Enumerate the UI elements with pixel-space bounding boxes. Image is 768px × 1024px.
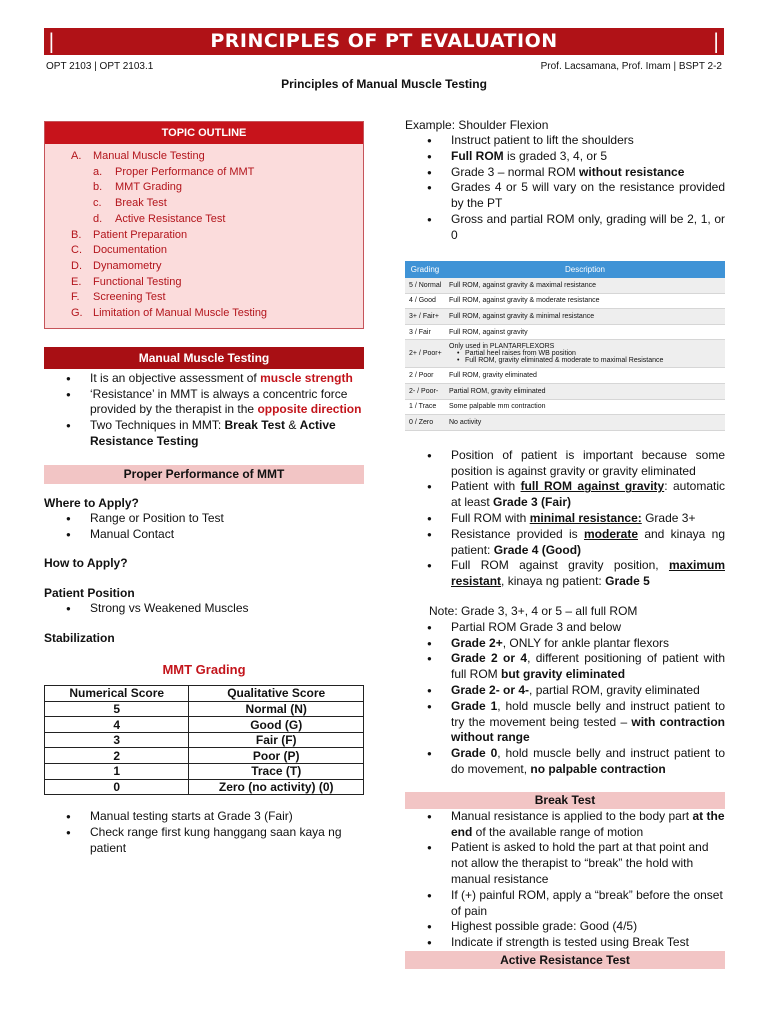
list-item: ● Grade 3 – normal ROM without resistance [405,165,725,181]
list-item: ● Position of patient is important because some position is against gravity or gravity eliminated [405,448,725,480]
list-item: ● It is an objective assessment of muscle strength [44,371,364,387]
section-heading-mmt: Manual Muscle Testing [44,347,364,369]
section-heading-break-test: Break Test [405,792,725,809]
mmt-bullets [44,371,364,450]
document-title-bar [44,28,724,55]
topic-outline-heading: TOPIC OUTLINE [45,122,363,144]
where-to-apply-list [44,511,364,543]
course-code: OPT 2103 | OPT 2103.1 [46,61,154,72]
document-title: PRINCIPLES OF PT EVALUATION [210,30,558,52]
list-item: ● Gross and partial ROM only, grading will be 2, 1, or 0 [405,212,725,244]
outline-item: D. Dynamometry [71,259,162,272]
section-heading-proper-performance: Proper Performance of MMT [44,465,364,484]
list-item: ● Manual testing starts at Grade 3 (Fair) [44,809,364,825]
list-item: ● Range or Position to Test [44,511,364,527]
table-row: 4 / Good Full ROM, against gravity & moderate resistance [405,293,725,309]
list-item: ● Grade 0, hold muscle belly and instruct patient to do movement, no palpable contraction [405,746,725,778]
list-item: ● If (+) painful ROM, apply a “break” before the onset of pain [405,888,725,920]
outline-item: E. Functional Testing [71,275,182,288]
right-column [405,117,725,969]
list-item: ● Full ROM against gravity position, maximum resistant, kinaya ng patient: Grade 5 [405,558,725,590]
table-row: 0 Zero (no activity) (0) [45,779,364,795]
mmt-grading-heading: MMT Grading [162,662,246,678]
list-item: ● Patient with full ROM against gravity: automatic at least Grade 3 (Fair) [405,479,725,511]
outline-item: d. Active Resistance Test [93,212,226,225]
table-header-row [45,686,364,702]
column-header: Numerical Score [45,686,189,702]
outline-item: c. Break Test [93,197,167,210]
position-list [405,448,725,590]
example-list [405,133,725,244]
grade-note: Note: Grade 3, 3+, 4 or 5 – all full ROM [429,604,638,618]
list-item: ● Partial ROM Grade 3 and below [405,620,725,636]
column-header: Description [445,261,725,278]
table-row: 1 Trace (T) [45,764,364,780]
outline-item: B. Patient Preparation [71,228,188,241]
grading-notes [44,809,364,856]
grade-description-table [405,261,725,431]
list-item: ● Instruct patient to lift the shoulders [405,133,725,149]
list-item: ● Manual Contact [44,527,364,543]
topic-outline-list [45,144,363,328]
list-item: ● Check range first kung hanggang saan kaya ng patient [44,825,364,857]
list-item: ● Grades 4 or 5 will vary on the resistance provided by the PT [405,180,725,212]
list-item: ● Full ROM is graded 3, 4, or 5 [405,149,725,165]
table-row: 1 / Trace Some palpable mm contraction [405,399,725,415]
list-item: ● Indicate if strength is tested using Break Test [405,935,725,951]
column-header: Grading [405,261,445,278]
table-row: 3 Fair (F) [45,732,364,748]
outline-item: G. Limitation of Manual Muscle Testing [71,307,268,320]
table-row: 2 / Poor Full ROM, gravity eliminated [405,368,725,384]
table-row: 3+ / Fair+ Full ROM, against gravity & minimal resistance [405,309,725,325]
note-list [405,620,725,778]
stabilization-label: Stabilization [44,631,115,646]
where-to-apply-label: Where to Apply? [44,495,139,510]
topic-outline [44,121,364,329]
table-row: 0 / Zero No activity [405,415,725,431]
patient-position-label: Patient Position [44,586,135,601]
table-row: 2+ / Poor+ Only used in PLANTARFLEXORS • Partial heel raises from WB position • Full ROM, gravity eliminated & moderate to maximal Resistance [405,340,725,368]
example-heading: Example: Shoulder Flexion [405,118,549,132]
table-row: 2 Poor (P) [45,748,364,764]
how-to-apply-label: How to Apply? [44,556,128,571]
table-row: 4 Good (G) [45,717,364,733]
list-item: ● Highest possible grade: Good (4/5) [405,919,725,935]
table-row: 3 / Fair Full ROM, against gravity [405,324,725,340]
table-row: 2- / Poor- Partial ROM, gravity eliminated [405,384,725,400]
instructors: Prof. Lacsamana, Prof. Imam | BSPT 2-2 [540,61,722,72]
list-item: ● Grade 2 or 4, different positioning of patient with full ROM but gravity eliminated [405,651,725,683]
mmt-grading-table [44,685,364,795]
list-item: ● Grade 1, hold muscle belly and instruct patient to try the movement being tested – with contraction without range [405,699,725,746]
list-item: ● Strong vs Weakened Muscles [44,601,364,617]
break-test-list [405,809,725,951]
list-item: ● Two Techniques in MMT: Break Test & Active Resistance Testing [44,418,364,450]
outline-item: C. Documentation [71,244,167,257]
left-column [44,121,364,857]
section-heading-active-resistance: Active Resistance Test [405,951,725,969]
patient-position-list [44,601,364,617]
list-item: ● Patient is asked to hold the part at that point and not allow the therapist to “break” the hold with manual resistance [405,840,725,887]
table-row: 5 / Normal Full ROM, against gravity & maximal resistance [405,278,725,294]
outline-item: F. Screening Test [71,291,166,304]
title-pipe-right: | [712,29,720,53]
column-header: Qualitative Score [189,686,364,702]
list-item: ● Manual resistance is applied to the body part at the end of the available range of motion [405,809,725,841]
list-item: ● Grade 2+, ONLY for ankle plantar flexors [405,636,725,652]
list-item: ● Full ROM with minimal resistance: Grade 3+ [405,511,725,527]
title-pipe-left: | [48,29,56,53]
list-item: ● Resistance provided is moderate and kinaya ng patient: Grade 4 (Good) [405,527,725,559]
outline-item: a. Proper Performance of MMT [93,165,255,178]
document-subtitle: Principles of Manual Muscle Testing [281,77,487,91]
outline-item: A. Manual Muscle Testing [71,150,205,162]
list-item: ● ‘Resistance’ in MMT is always a concentric force provided by the therapist in the opposite direction [44,387,364,419]
table-header-row [405,261,725,278]
list-item: ● Grade 2- or 4-, partial ROM, gravity eliminated [405,683,725,699]
table-row: 5 Normal (N) [45,701,364,717]
outline-item: b. MMT Grading [93,181,183,194]
